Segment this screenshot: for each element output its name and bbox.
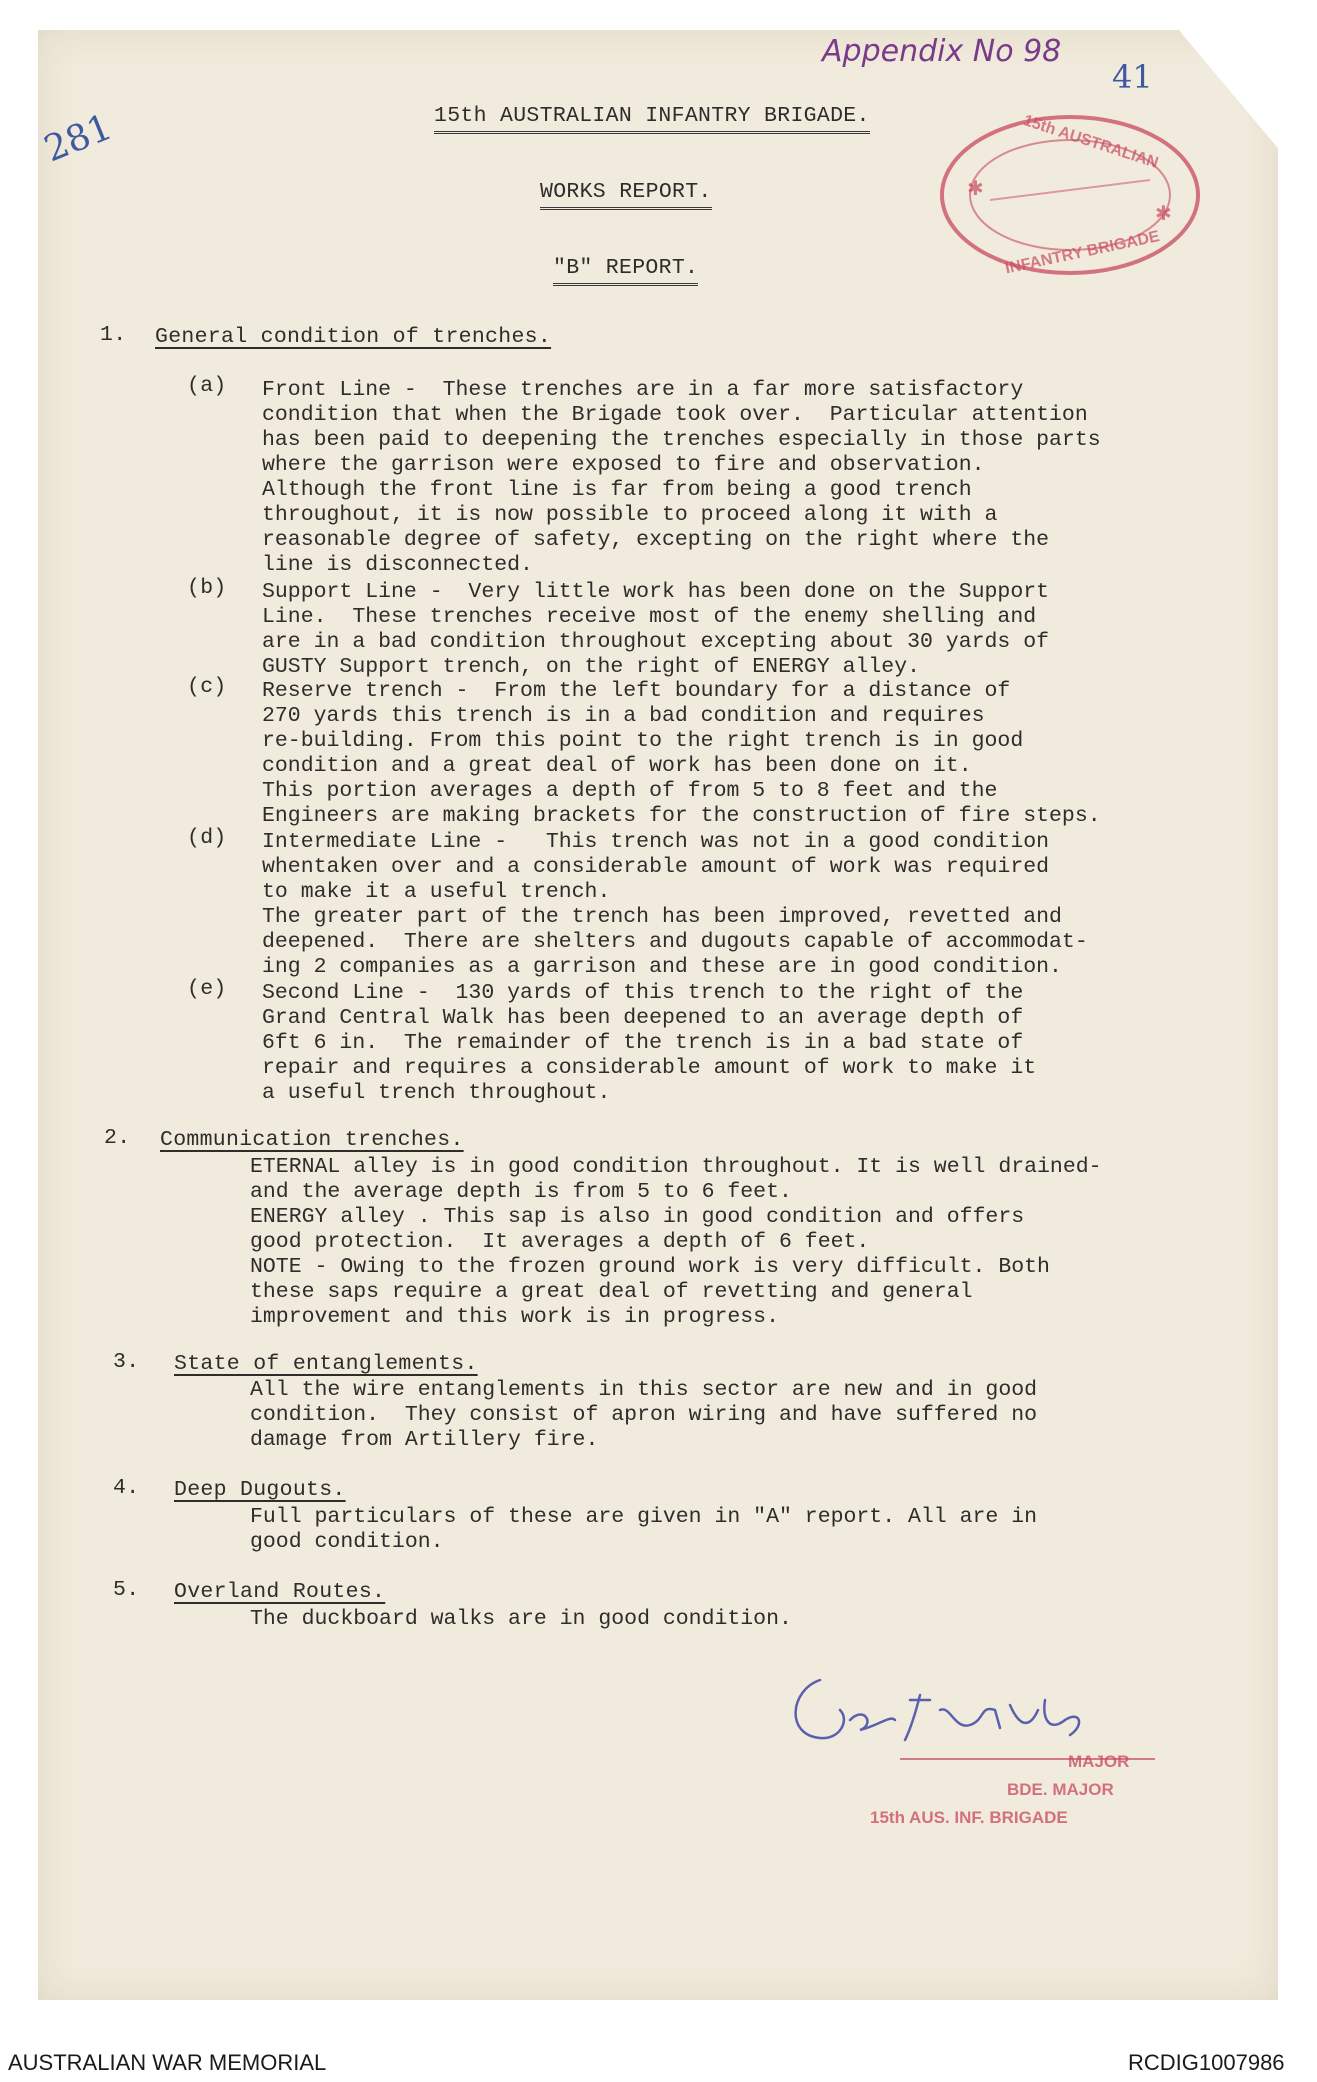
item-text: Intermediate Line - This trench was not in a good condition whentaken over and a considerable amount of work was required to make it a useful trench. The greater part of the trench has been improved, revetted and deepened. There are shelters and dugouts capable of accommodat- ing 2 companies as a garrison and these are in good condition. [262,830,1088,979]
page-number-annotation: 281 [38,106,118,171]
stamp-top-text: 15th AUSTRALIAN [1021,112,1161,172]
signature-name: Geo. F. Wieck [780,1758,788,1759]
section-number: 3. [113,1350,140,1374]
section-title: Overland Routes. [174,1580,386,1604]
section-title: Deep Dugouts. [174,1478,346,1502]
item-letter: (a) [187,374,227,398]
section-number: 5. [113,1578,140,1602]
item-text: Second Line - 130 yards of this trench to the right of the Grand Central Walk has been deepened to an average depth of 6ft 6 in. The remainder of the trench is in a bad state of repair and requires a considerable amount of work to make it a useful trench throughout. [262,981,1037,1105]
item-text: Reserve trench - From the left boundary for a distance of 270 yards this trench is in a bad condition and requires re-building. From this point to the right trench is in good condition and a great deal of work has been done on it. This portion averages a depth of from 5 to 8 feet and the Engineers are making brackets for the construction of fire steps. [262,679,1101,828]
appendix-annotation: Appendix No 98 [822,34,1062,69]
brigade-heading: 15th AUSTRALIAN INFANTRY BRIGADE. [434,104,870,134]
brigade-stamp [935,110,1205,280]
item-text: Support Line - Very little work has been done on the Support Line. These trenches receive most of the enemy shelling and are in a bad condition throughout excepting about 30 yards of GUSTY Support trench, on the right of ENERGY alley. [262,580,1050,679]
svg-text:✱: ✱ [967,178,984,200]
handwritten-signature [780,1650,1110,1760]
section-text: ETERNAL alley is in good condition throughout. It is well drained- and the average depth is from 5 to 6 feet. ENERGY alley . This sap is also in good condition and offers good protection. It averages a depth of 6 feet. NOTE - Owing to the frozen ground work is very difficult. Both these saps require a great deal of revetting and general improvement and this work is in progress. [250,1155,1102,1329]
section-title: State of entanglements. [174,1352,478,1376]
svg-text:✱: ✱ [1155,203,1172,225]
stamp-bottom-text: INFANTRY BRIGADE [1003,228,1162,278]
report-part: "B" REPORT. [553,256,698,286]
signature-unit: 15th AUS. INF. BRIGADE [870,1808,1068,1827]
footer-source: AUSTRALIAN WAR MEMORIAL [8,2050,327,2075]
item-letter: (c) [187,675,227,699]
item-letter: (d) [187,826,227,850]
report-title: WORKS REPORT. [540,180,712,210]
section-title: General condition of trenches. [155,325,552,349]
item-letter: (e) [187,977,227,1001]
section-number: 2. [104,1126,131,1150]
section-number: 1. [100,323,127,347]
footer-id: RCDIG1007986 [1128,2050,1285,2075]
signature-rank: MAJOR [1068,1752,1130,1771]
section-number: 4. [113,1476,140,1500]
item-text: Front Line - These trenches are in a far more satisfactory condition that when the Brigade took over. Particular attention has been paid to deepening the trenches especially in those parts where the garrison were exposed to fire and observation. Although the front line is far from being a good trench throughout, it is now possible to proceed along it with a reasonable degree of safety, excepting on the right where the line is disconnected. [262,378,1101,577]
signature-appointment: BDE. MAJOR [1007,1780,1114,1799]
item-letter: (b) [187,576,227,600]
section-text: The duckboard walks are in good condition. [250,1607,792,1631]
section-text: All the wire entanglements in this sector are new and in good condition. They consist of apron wiring and have suffered no damage from Artillery fire. [250,1378,1038,1452]
section-title: Communication trenches. [160,1128,464,1152]
folio-number: 41 [1112,58,1153,96]
section-text: Full particulars of these are given in "A" report. All are in good condition. [250,1505,1038,1554]
